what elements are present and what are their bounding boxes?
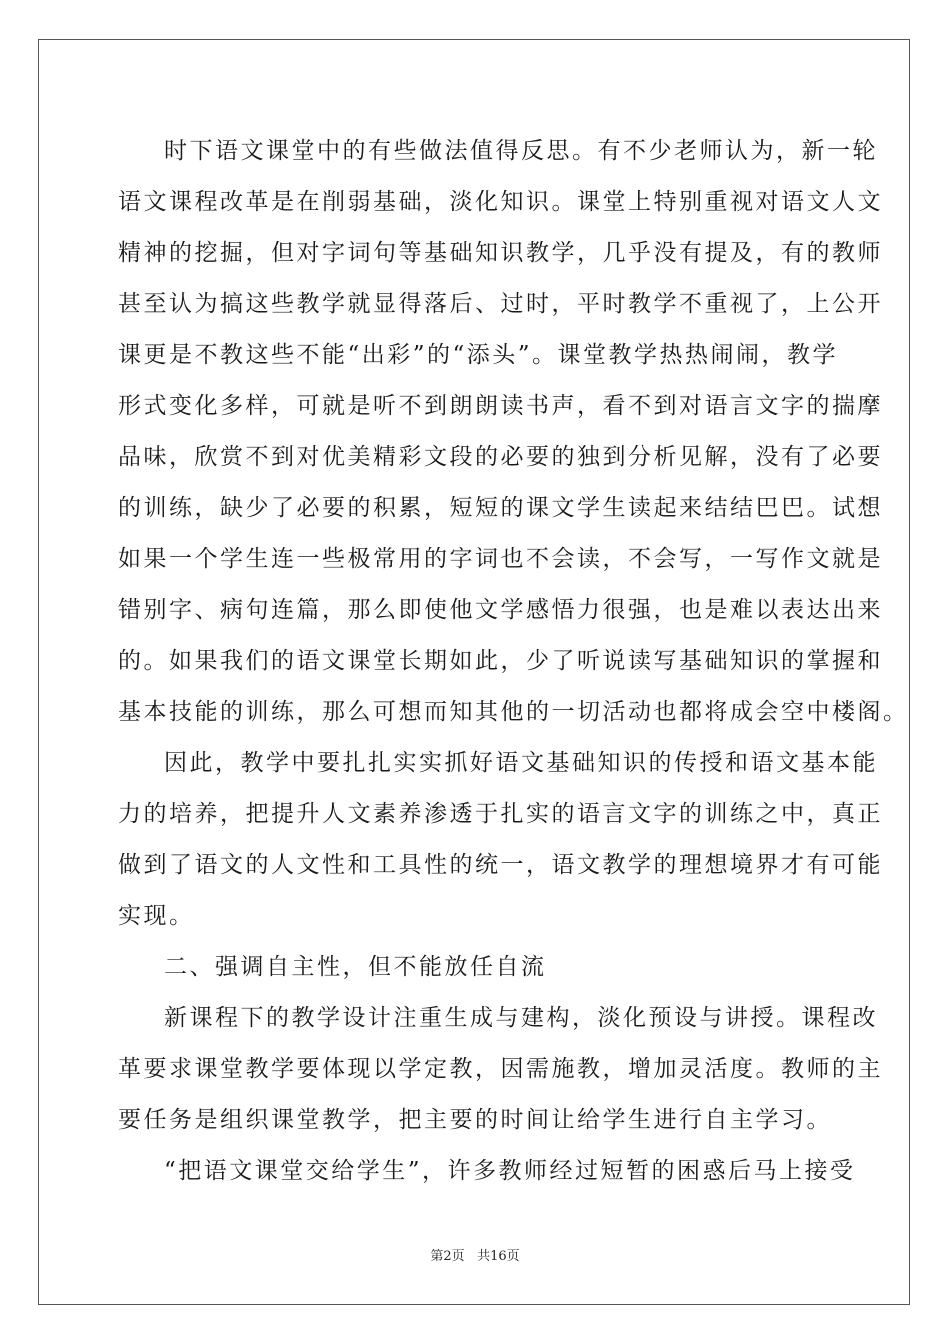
paragraph-line: 因此，教学中要扎扎实实抓好语文基础知识的传授和语文基本能 [164,750,878,776]
paragraph-line: 语文课程改革是在削弱基础，淡化知识。课堂上特别重视对语文人文 [118,189,883,215]
page-footer [0,1245,950,1264]
paragraph-line: 甚至认为搞这些教学就显得落后、过时，平时教学不重视了，上公开 [118,291,883,317]
page-total: 共16页 [477,1249,520,1264]
paragraph-line: 的训练，缺少了必要的积累，短短的课文学生读起来结结巴巴。试想 [118,495,883,521]
paragraph-line: 课更是不教这些不能“出彩”的“添头”。课堂教学热热闹闹，教学 [118,342,839,368]
paragraph-line: 实现。 [118,903,195,929]
paragraph-line: “把语文课堂交给学生”，许多教师经过短暂的困惑后马上接受 [164,1158,856,1184]
paragraph-line: 精神的挖掘，但对字词句等基础知识教学，几乎没有提及，有的教师 [118,240,883,266]
paragraph-line: 形式变化多样，可就是听不到朗朗读书声，看不到对语言文字的揣摩 [118,393,883,419]
page-number: 第2页 [430,1249,465,1264]
paragraph-line: 革要求课堂教学要体现以学定教，因需施教，增加灵活度。教师的主 [118,1056,883,1082]
paragraph-line: 力的培养，把提升人文素养渗透于扎实的语言文字的训练之中，真正 [118,801,883,827]
paragraph-line: 错别字、病句连篇，那么即使他文学感悟力很强，也是难以表达出来 [118,597,883,623]
paragraph-line: 时下语文课堂中的有些做法值得反思。有不少老师认为，新一轮 [164,138,878,164]
paragraph-line: 的。如果我们的语文课堂长期如此，少了听说读写基础知识的掌握和 [118,648,883,674]
section-heading: 二、强调自主性，但不能放任自流 [164,954,547,980]
paragraph-line: 如果一个学生连一些极常用的字词也不会读，不会写，一写作文就是 [118,546,883,572]
paragraph-line: 新课程下的教学设计注重生成与建构，淡化预设与讲授。课程改 [164,1005,878,1031]
paragraph-line: 做到了语文的人文性和工具性的统一，语文教学的理想境界才有可能 [118,852,883,878]
document-body [118,126,909,1197]
paragraph-line: 品味，欣赏不到对优美精彩文段的必要的独到分析见解，没有了必要 [118,444,883,470]
paragraph-line: 要任务是组织课堂教学，把主要的时间让给学生进行自主学习。 [118,1107,832,1133]
paragraph-line: 基本技能的训练，那么可想而知其他的一切活动也都将成会空中楼阁。 [118,699,909,725]
